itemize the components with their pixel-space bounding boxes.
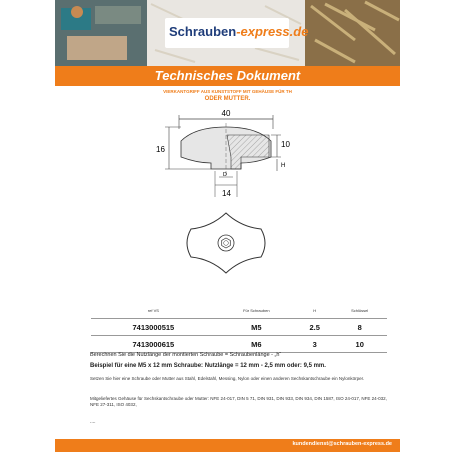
support-email-link[interactable]: kundendienst@schrauben-express.de — [292, 441, 392, 447]
logo-accent-text: -express.de — [236, 24, 309, 39]
hex-socket — [222, 238, 231, 248]
cell-key: 10 — [332, 336, 387, 353]
cell-h: 3 — [297, 336, 332, 353]
header-h: H — [297, 303, 332, 319]
cell-screw: M6 — [216, 336, 297, 353]
site-logo[interactable] — [169, 24, 308, 39]
product-subtitle: VIERKANTGRIFF AUS KUNSTSTOFF MIT GEHÄUSE FÜR TH — [163, 89, 292, 94]
cell-key: 8 — [332, 319, 387, 336]
material-note: Setzen Sie hier eine Schraube oder Mutter aus Stahl, Edelstahl, Messing, Nylon oder einen anderen Sechskantschraube ein Nylonkörper. — [90, 376, 365, 381]
d-label: D — [223, 172, 227, 178]
cell-ref: 7413000615 — [91, 336, 216, 353]
bottom-width-label: 14 — [222, 189, 231, 198]
cell-ref: 7413000515 — [91, 319, 216, 336]
example-note: Beispiel für eine M5 x 12 mm Schraube: Nutzlänge = 12 mm - 2,5 mm oder: 9,5 mm. — [90, 363, 326, 369]
table-header-row — [91, 303, 387, 319]
document-page — [55, 0, 400, 452]
total-height-label: 16 — [156, 145, 165, 154]
width-dimension-label: 40 — [221, 109, 231, 118]
product-subtitle-line2: ODER MUTTER. — [204, 96, 251, 102]
header-screw: Für Schrauben — [216, 303, 297, 319]
spec-table — [91, 303, 387, 353]
cell-h: 2.5 — [297, 319, 332, 336]
usable-length-note: Berechnen Sie die Nutzlänge der montierten Schraube = Schraubenlänge - „h“ — [90, 352, 282, 358]
right-height-label: 10 — [281, 140, 290, 149]
table-row — [91, 319, 387, 336]
table-row — [91, 336, 387, 353]
header-key: Schlüssel — [332, 303, 387, 319]
technical-drawing — [55, 105, 400, 300]
cell-screw: M5 — [216, 319, 297, 336]
standards-note: Mitgeliefertes Gehäuse für Sechskantschraube oder Mutter: NFE 24-017, DIN 5 71, DIN 931, DIN 933, DIN 934, DIN 1587, ISO 24-017, NFE 24-032, NFE 27-311, ISO 4032, — [90, 396, 387, 407]
cross-section-hatch — [227, 135, 269, 169]
header-ref: ref VS — [91, 303, 216, 319]
h-label: H — [281, 163, 286, 169]
logo-main-text: Schrauben — [169, 24, 237, 39]
ellipsis: .... — [90, 419, 96, 425]
document-title: Technisches Dokument — [154, 68, 301, 83]
